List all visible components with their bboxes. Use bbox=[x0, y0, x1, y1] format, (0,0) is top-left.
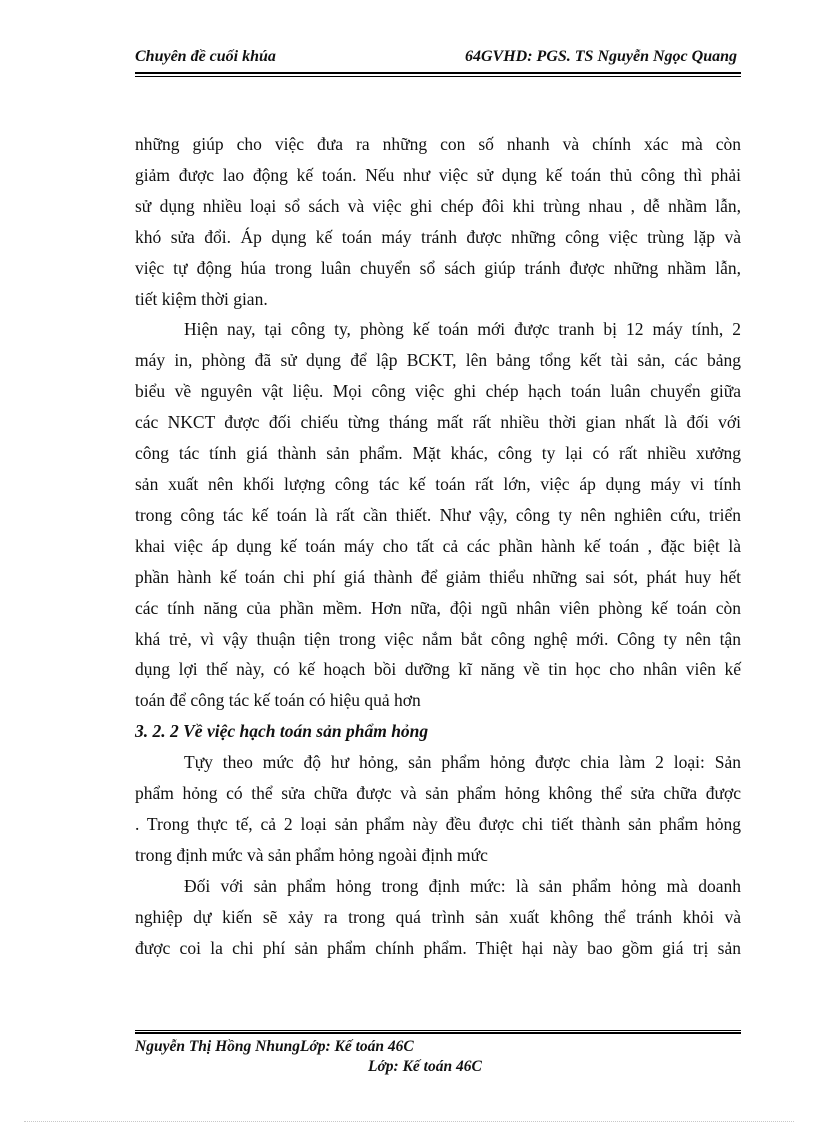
footer-class: Lớp: Kế toán 46C bbox=[368, 1058, 482, 1075]
footer-rule bbox=[135, 1030, 741, 1031]
body-line: các NKCT được đối chiếu từng tháng mất rất nhiều thời gian nhất là đối với bbox=[135, 412, 741, 433]
header-title: Chuyên đề cuối khúa bbox=[135, 48, 276, 65]
page-footer bbox=[135, 1037, 741, 1077]
body-line: Tựy theo mức độ hư hỏng, sản phẩm hỏng được chia làm 2 loại: Sản bbox=[184, 752, 741, 773]
body-line: nghiệp dự kiến sẽ xảy ra trong quá trình sản xuất không thể tránh khỏi và bbox=[135, 906, 741, 927]
body-line: Hiện nay, tại công ty, phòng kế toán mới được tranh bị 12 máy tính, 2 bbox=[184, 319, 741, 340]
page-edge-divider bbox=[24, 1121, 794, 1122]
body-line: sản xuất nên khối lượng công tác kế toán rất lớn, việc áp dụng máy vi tính bbox=[135, 473, 741, 494]
body-line: những giúp cho việc đưa ra những con số nhanh và chính xác mà còn bbox=[135, 134, 741, 154]
header-advisor: 64GVHD: PGS. TS Nguyễn Ngọc Quang bbox=[464, 48, 737, 65]
body-line: phẩm hỏng có thể sửa chữa được và sản phẩm hỏng không thể sửa chữa được bbox=[135, 783, 741, 804]
body-line: Đối với sản phẩm hỏng trong định mức: là sản phẩm hỏng mà doanh bbox=[184, 875, 741, 896]
body-line: sử dụng nhiều loại sổ sách và việc ghi chép đôi khi trùng nhau , dễ nhầm lẫn, bbox=[135, 195, 741, 216]
footer-rule-thick bbox=[135, 1032, 741, 1034]
section-heading: 3. 2. 2 Về việc hạch toán sản phẩm hỏng bbox=[135, 721, 429, 742]
body-line: . Trong thực tế, cả 2 loại sản phẩm này đều được chi tiết thành sản phẩm hỏng bbox=[135, 813, 741, 834]
body-line: được coi la chi phí sản phẩm chính phẩm. Thiệt hại này bao gồm giá trị sản bbox=[135, 937, 741, 958]
body-line: việc tự động húa trong luân chuyển sổ sách giúp tránh được những nhầm lẫn, bbox=[135, 257, 741, 278]
body-line: khai việc áp dụng kế toán máy cho tất cả các phần hành kế toán , đặc biệt là bbox=[135, 535, 741, 556]
body-line: dụng lợi thế này, có kế hoạch bồi dưỡng kĩ năng về tin học cho nhân viên kế bbox=[135, 659, 741, 680]
body-line: trong định mức và sản phẩm hỏng ngoài định mức bbox=[135, 844, 488, 865]
body-line: khá trẻ, vì vậy thuận tiện trong việc nắm bắt công nghệ mới. Công ty nên tận bbox=[135, 628, 741, 649]
footer-author: Nguyễn Thị Hồng NhungLớp: Kế toán 46C bbox=[135, 1038, 414, 1055]
body-line: biểu về nguyên vật liệu. Mọi công việc ghi chép hạch toán luân chuyển giữa bbox=[135, 381, 741, 402]
body-line: máy in, phòng đã sử dụng để lập BCKT, lên bảng tổng kết tài sản, các bảng bbox=[135, 350, 741, 371]
body-line: công tác tính giá thành sản phẩm. Mặt khác, công ty lại có rất nhiều xưởng bbox=[135, 443, 741, 464]
body-line: phần hành kế toán chi phí giá thành để giảm thiểu những sai sót, phát huy hết bbox=[135, 566, 741, 587]
page-header bbox=[135, 48, 741, 70]
body-line: trong công tác kế toán là rất cần thiết. Như vậy, công ty nên nghiên cứu, triển bbox=[135, 504, 741, 525]
body-text bbox=[135, 129, 741, 963]
body-line: khó sửa đổi. Áp dụng kế toán máy tránh được những công việc trùng lặp và bbox=[135, 226, 741, 247]
header-rule bbox=[135, 72, 741, 74]
body-line: các tính năng của phần mềm. Hơn nữa, đội ngũ nhân viên phòng kế toán còn bbox=[135, 597, 741, 618]
body-line: tiết kiệm thời gian. bbox=[135, 288, 268, 309]
body-line: giảm được lao động kế toán. Nếu như việc sử dụng kế toán thủ công thì phải bbox=[135, 164, 741, 185]
header-rule-thin bbox=[135, 76, 741, 77]
body-line: toán để công tác kế toán có hiệu quả hơn bbox=[135, 690, 421, 711]
